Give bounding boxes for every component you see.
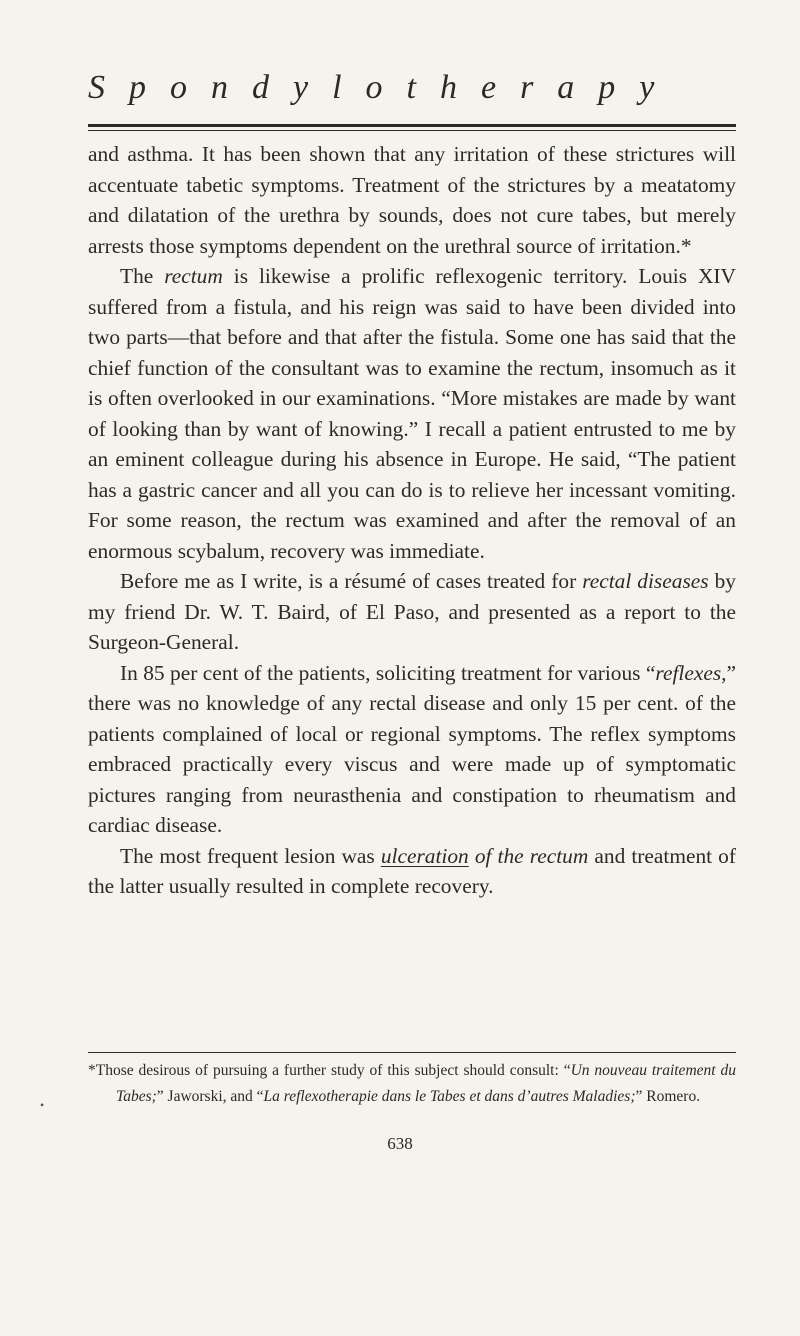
header-rule-thin — [88, 130, 736, 131]
footnote — [88, 1058, 736, 1109]
running-head: Spondylotherapy — [88, 69, 679, 106]
footnote-text: *Those desirous of pursuing a further study of this subject should consult: “Un nouveau traitement du Tabes;” Jaworski, and “La reflexotherapie dans le Tabes et dans d’autres Maladies;” Romero. — [88, 1062, 736, 1105]
paragraph-5: The most frequent lesion was ulceration of the rectum and treatment of the latter usually resulted in complete recovery. — [88, 843, 736, 898]
paragraph-3: Before me as I write, is a résumé of cases treated for rectal diseases by my friend Dr. W. T. Baird, of El Paso, and presented as a report to the Surgeon-General. — [88, 569, 736, 654]
paragraph-2: The rectum is likewise a prolific reflexogenic territory. Louis XIV suffered from a fistula, and his reign was said to have been divided into two parts—that before and that after the fistula. Some one has said that the chief function of the consultant was to examine the rectum, insomuch as it is often overlooked in our examinations. “More mistakes are made by want of looking than by want of knowing.” I recall a patient entrusted to me by an eminent colleague during his absence in Europe. He said, “The patient has a gastric cancer and all you can do is to relieve her incessant vomiting. For some reason, the rectum was examined and after the removal of an enormous scybalum, recovery was immediate. — [88, 264, 736, 563]
paragraph-1: and asthma. It has been shown that any irritation of these strictures will accentuate tabetic symptoms. Treatment of the strictures by a meatatomy and dilatation of the urethra by sounds, does not cure tabes, but merely arrests those symptoms dependent on the urethral source of irritation.* — [88, 142, 736, 258]
emphasis-reflexes: reflexes, — [655, 660, 727, 685]
footnote-rule — [88, 1052, 736, 1053]
emphasis-rectal-diseases: rectal diseases — [582, 569, 709, 593]
emphasis-rectum: rectum — [164, 264, 223, 288]
paragraph-4: In 85 per cent of the patients, soliciting treatment for various “reflexes,” there was no knowledge of any rectal disease and only 15 per cent. of the patients complained of local or regional symptoms. The reflex symptoms embraced practically every viscus and were made up of symptomatic pictures ranging from neurasthenia and constipation to rheumatism and cardiac disease. — [88, 660, 736, 837]
emphasis-of-the-rectum: of the rectum — [468, 843, 589, 868]
emphasis-ulceration: ulceration — [380, 843, 469, 868]
margin-mark: • — [40, 1098, 45, 1112]
header-rule-thick — [88, 124, 736, 127]
page-number: 638 — [387, 1134, 413, 1153]
body-text — [88, 139, 736, 902]
